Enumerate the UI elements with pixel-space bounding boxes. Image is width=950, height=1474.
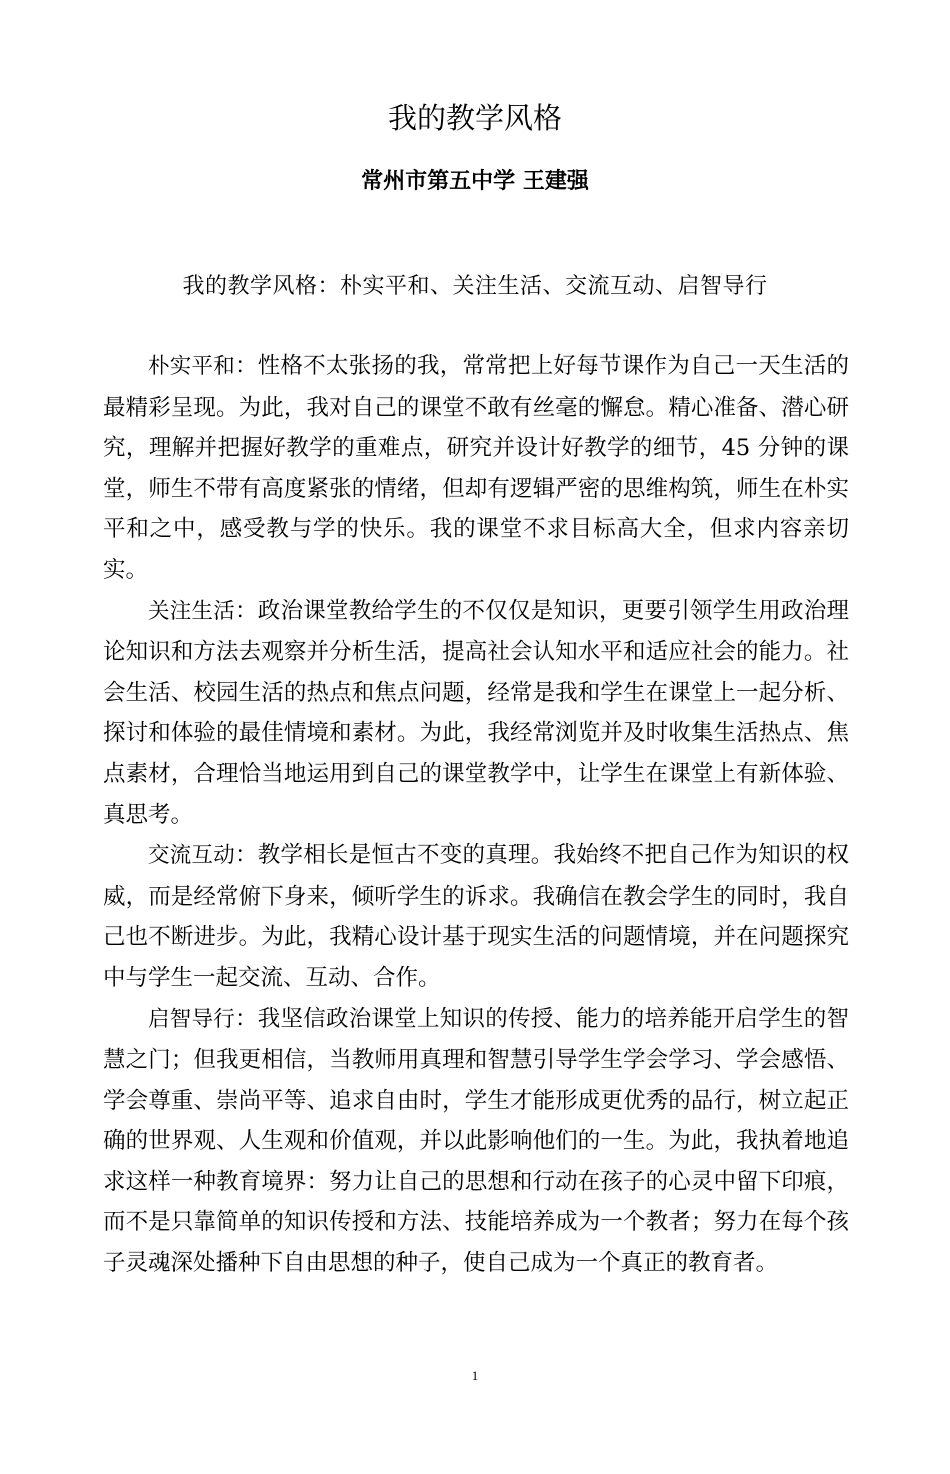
paragraph-lead: 关注生活 <box>148 598 235 624</box>
paragraph-text: ：教学相长是恒古不变的真理。我始终不把自己作为知识的权威，而是经常俯下身来，倾听学生的诉求。我确信在教会学生的同时，我自己也不断进步。为此，我精心设计基于现实生活的问题情境，并在问题探究中与学生一起交流、互动、合作。 <box>103 842 849 991</box>
page-number: 1 <box>471 1368 479 1383</box>
paragraph-jiaoliu-hudong <box>103 835 849 998</box>
paragraph-text: ：性格不太张扬的我，常常把上好每节课作为自己一天生活的最精彩呈现。为此，我对自己的课堂不敢有丝毫的懈怠。精心准备、潜心研究，理解并把握好教学的重难点，研究并设计好教学的细节，45 分钟的课堂，师生不带有高度紧张的情绪，但却有逻辑严密的思维构筑，师生在朴实平和之中，感受教与学的快乐。我的课堂不求目标高大全，但求内容亲切实。 <box>103 353 849 583</box>
paragraph-pushi-pinghe <box>103 346 849 591</box>
paragraph-guanzhu-shenghuo <box>103 591 849 836</box>
paragraph-qizhi-daoxing <box>103 999 849 1284</box>
body-text <box>103 346 849 1284</box>
style-summary: 我的教学风格：朴实平和、关注生活、交流互动、启智导行 <box>182 274 768 299</box>
paragraph-lead: 朴实平和 <box>148 354 235 379</box>
paragraph-lead: 交流互动 <box>148 843 235 869</box>
paragraph-lead: 启智导行 <box>148 1006 235 1032</box>
document-title: 我的教学风格 <box>387 101 562 135</box>
paragraph-text: ：我坚信政治课堂上知识的传授、能力的培养能开启学生的智慧之门；但我更相信，当教师用真理和智慧引导学生学会学习、学会感悟、学会尊重、崇尚平等、追求自由时，学生才能形成更优秀的品行，树立起正确的世界观、人生观和价值观，并以此影响他们的一生。为此，我执着地追求这样一种教育境界：努力让自己的思想和行动在孩子的心灵中留下印痕，而不是只靠简单的知识传授和方法、技能培养成为一个教者；努力在每个孩子灵魂深处播种下自由思想的种子，使自己成为一个真正的教育者。 <box>103 1005 849 1277</box>
author-line: 常州市第五中学 王建强 <box>361 169 589 194</box>
paragraph-text: ：政治课堂教给学生的不仅仅是知识，更要引领学生用政治理论知识和方法去观察并分析生活，提高社会认知水平和适应社会的能力。社会生活、校园生活的热点和焦点问题，经常是我和学生在课堂上一起分析、探讨和体验的最佳情境和素材。为此，我经常浏览并及时收集生活热点、焦点素材，合理恰当地运用到自己的课堂教学中，让学生在课堂上有新体验、真思考。 <box>103 597 849 828</box>
